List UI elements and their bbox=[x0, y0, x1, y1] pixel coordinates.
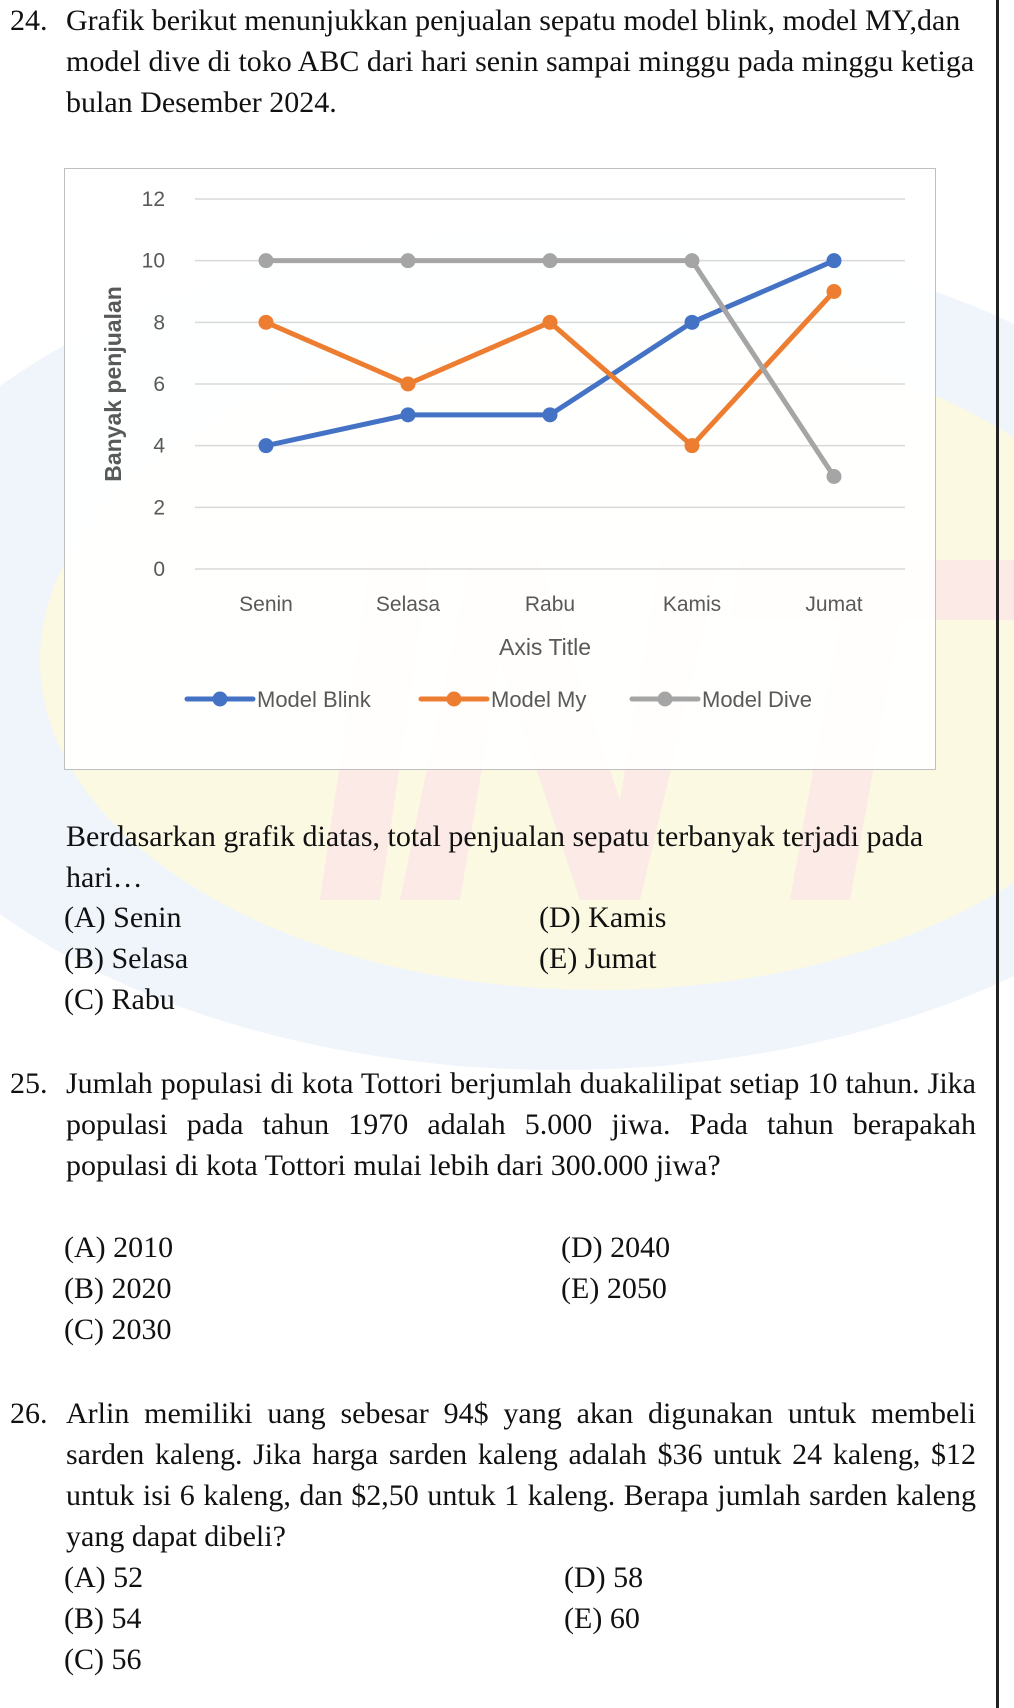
x-tick-label: Rabu bbox=[524, 593, 576, 616]
option-b[interactable] bbox=[64, 1598, 142, 1639]
option-d[interactable] bbox=[561, 1227, 670, 1268]
option-label: (E) bbox=[539, 942, 578, 975]
y-tick-label: 12 bbox=[141, 188, 165, 211]
option-c[interactable] bbox=[64, 979, 175, 1020]
question-stem: Grafik berikut menunjukkan penjualan sepatu model blink, model MY,dan model dive di toko ABC dari hari senin sampai minggu pada minggu ketiga bulan Desember 2024. bbox=[66, 4, 975, 119]
option-text: Senin bbox=[113, 901, 182, 934]
option-text: 54 bbox=[111, 1602, 142, 1635]
y-tick-label: 10 bbox=[141, 249, 165, 273]
question-stem: Jumlah populasi di kota Tottori berjumlah duakalilipat setiap 10 tahun. Jika populasi pada tahun 1970 adalah 5.000 jiwa. Pada tahun berapakah populasi di kota Tottori mulai lebih dari 300.000 jiwa? bbox=[66, 1067, 976, 1182]
data-point bbox=[827, 469, 842, 484]
data-point bbox=[401, 377, 416, 392]
option-text: 2020 bbox=[111, 1272, 172, 1305]
question-24-prompt bbox=[10, 816, 976, 898]
option-label: (C) bbox=[64, 1313, 104, 1346]
option-label: (E) bbox=[561, 1272, 600, 1305]
question-text: Berdasarkan grafik diatas, total penjualan sepatu terbanyak terjadi pada hari… bbox=[66, 820, 924, 894]
x-tick-label: Senin bbox=[239, 593, 293, 616]
option-a[interactable] bbox=[64, 1227, 173, 1268]
sales-line-chart bbox=[64, 168, 936, 770]
page-border-line bbox=[996, 0, 999, 1708]
legend-label: Model My bbox=[491, 687, 587, 712]
option-text: Kamis bbox=[588, 901, 667, 934]
option-e[interactable] bbox=[561, 1268, 667, 1309]
legend-marker bbox=[213, 692, 228, 707]
option-label: (A) bbox=[64, 901, 106, 934]
option-label: (B) bbox=[64, 1272, 104, 1305]
option-label: (C) bbox=[64, 1643, 104, 1676]
data-point bbox=[685, 315, 700, 330]
question-number: 25. bbox=[10, 1067, 48, 1100]
option-label: (A) bbox=[64, 1231, 106, 1264]
x-tick-label: Jumat bbox=[805, 593, 863, 616]
data-point bbox=[685, 253, 700, 268]
data-point bbox=[259, 253, 274, 268]
option-text: 2040 bbox=[610, 1231, 671, 1264]
data-point bbox=[543, 407, 558, 422]
question-24 bbox=[10, 0, 976, 123]
option-text: 2050 bbox=[606, 1272, 667, 1305]
data-point bbox=[401, 407, 416, 422]
chart-svg bbox=[65, 169, 935, 769]
series-line bbox=[266, 292, 834, 446]
option-label: (B) bbox=[64, 942, 104, 975]
data-point bbox=[259, 438, 274, 453]
data-point bbox=[543, 253, 558, 268]
option-text: Selasa bbox=[111, 942, 189, 975]
series-line bbox=[266, 261, 834, 477]
question-number: 26. bbox=[10, 1397, 48, 1430]
option-label: (D) bbox=[564, 1561, 606, 1594]
data-point bbox=[685, 438, 700, 453]
option-d[interactable] bbox=[539, 897, 666, 938]
option-e[interactable] bbox=[539, 938, 656, 979]
option-e[interactable] bbox=[564, 1598, 640, 1639]
option-a[interactable] bbox=[64, 1557, 143, 1598]
y-tick-label: 0 bbox=[153, 558, 165, 581]
option-text: 2030 bbox=[111, 1313, 172, 1346]
data-point bbox=[259, 315, 274, 330]
option-label: (D) bbox=[561, 1231, 603, 1264]
legend-label: Model Blink bbox=[257, 687, 371, 712]
option-d[interactable] bbox=[564, 1557, 643, 1598]
option-b[interactable] bbox=[64, 938, 188, 979]
x-axis-title: Axis Title bbox=[498, 634, 592, 660]
question-number: 24. bbox=[10, 4, 48, 37]
option-b[interactable] bbox=[64, 1268, 172, 1309]
option-label: (B) bbox=[64, 1602, 104, 1635]
option-a[interactable] bbox=[64, 897, 182, 938]
y-tick-label: 2 bbox=[153, 496, 165, 520]
y-tick-label: 8 bbox=[153, 311, 165, 335]
y-tick-label: 4 bbox=[153, 434, 165, 458]
x-tick-label: Selasa bbox=[375, 593, 441, 616]
option-text: Jumat bbox=[584, 942, 657, 975]
option-text: 58 bbox=[613, 1561, 644, 1594]
option-c[interactable] bbox=[64, 1309, 172, 1350]
option-text: 56 bbox=[111, 1643, 142, 1676]
option-label: (C) bbox=[64, 983, 104, 1016]
option-text: 52 bbox=[113, 1561, 144, 1594]
y-tick-label: 6 bbox=[153, 373, 165, 396]
x-tick-label: Kamis bbox=[662, 593, 722, 616]
option-label: (A) bbox=[64, 1561, 106, 1594]
option-text: Rabu bbox=[111, 983, 175, 1016]
data-point bbox=[827, 253, 842, 268]
legend-marker bbox=[658, 692, 673, 707]
data-point bbox=[827, 284, 842, 299]
option-label: (D) bbox=[539, 901, 581, 934]
legend-marker bbox=[447, 692, 462, 707]
option-text: 60 bbox=[609, 1602, 640, 1635]
data-point bbox=[543, 315, 558, 330]
legend-label: Model Dive bbox=[702, 687, 813, 712]
y-axis-title: Banyak penjualan bbox=[100, 286, 126, 482]
data-point bbox=[401, 253, 416, 268]
option-label: (E) bbox=[564, 1602, 603, 1635]
option-c[interactable] bbox=[64, 1639, 142, 1680]
option-text: 2010 bbox=[113, 1231, 174, 1264]
question-25 bbox=[10, 1063, 976, 1186]
question-stem: Arlin memiliki uang sebesar 94$ yang akan digunakan untuk membeli sarden kaleng. Jika harga sarden kaleng adalah $36 untuk 24 kaleng, $12 untuk isi 6 kaleng, dan $2,50 untuk 1 kaleng. Berapa jumlah sarden kaleng yang dapat dibeli? bbox=[66, 1397, 976, 1553]
question-26 bbox=[10, 1393, 976, 1557]
